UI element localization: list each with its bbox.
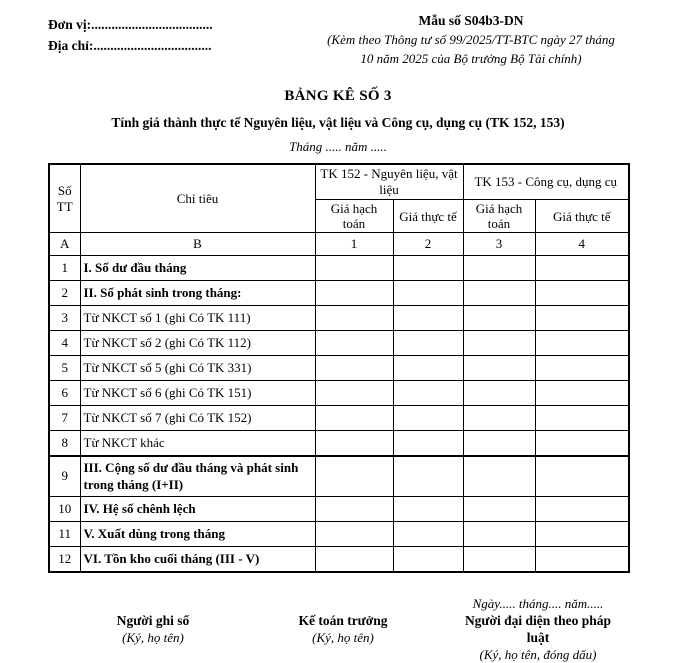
cell-value-col3[interactable] [463,496,535,521]
cell-value-col3[interactable] [463,381,535,406]
cell-value-col4[interactable] [535,431,629,457]
recorder-spacer [58,595,248,612]
cell-value-col4[interactable] [535,356,629,381]
cell-value-col3[interactable] [463,306,535,331]
table-row [49,431,629,457]
cell-value-col3[interactable] [463,431,535,457]
table-body [49,256,629,572]
cell-value-col2[interactable] [393,521,463,546]
cell-value-col4[interactable] [535,496,629,521]
column-header-tk153-ledger-price: Giá hạch toán [463,200,535,233]
row-index: 12 [49,546,80,572]
table-column-number-row [49,233,629,256]
table-row [49,381,629,406]
signature-area [0,595,676,663]
cell-value-col3[interactable] [463,331,535,356]
row-label: Từ NKCT số 5 (ghi Có TK 331) [80,356,315,381]
legal-representative-role-line-1: Người đại diện theo pháp [464,612,612,628]
column-header-stt [49,164,80,233]
page-title: BẢNG KÊ SỐ 3 [284,88,392,104]
unit-dotted-fill: .................................... [91,17,213,32]
chief-accountant-spacer [248,595,438,612]
row-label: I. Số dư đầu tháng [80,256,315,281]
title-area [0,86,676,156]
table-row [49,256,629,281]
row-index: 4 [49,331,80,356]
table-head [49,164,629,256]
cell-value-col1[interactable] [315,281,393,306]
row-index: 1 [49,256,80,281]
row-label: Từ NKCT số 7 (ghi Có TK 152) [80,406,315,431]
form-code: Mẫu số S04b3-DN [418,13,524,28]
cell-value-col1[interactable] [315,496,393,521]
cell-value-col2[interactable] [393,496,463,521]
cell-value-col4[interactable] [535,381,629,406]
stt-line-1: Số [57,182,72,198]
cell-value-col3[interactable] [463,456,535,496]
row-index: 5 [49,356,80,381]
address-label: Địa chỉ: [48,38,94,53]
table-row [49,496,629,521]
row-index: 8 [49,431,80,457]
cell-value-col3[interactable] [463,521,535,546]
row-index: 6 [49,381,80,406]
row-label: IV. Hệ số chênh lệch [80,496,315,521]
row-index: 9 [49,456,80,496]
cell-value-col1[interactable] [315,406,393,431]
cell-value-col3[interactable] [463,256,535,281]
colnum-1: 1 [315,233,393,256]
signature-block-recorder [58,595,248,663]
table-row [49,521,629,546]
cell-value-col4[interactable] [535,331,629,356]
cell-value-col1[interactable] [315,256,393,281]
cell-value-col1[interactable] [315,521,393,546]
document-header [0,0,676,76]
recorder-note: (Ký, họ tên) [122,629,184,645]
cell-value-col2[interactable] [393,456,463,496]
column-header-tk152-actual-price: Giá thực tế [393,200,463,233]
cell-value-col2[interactable] [393,331,463,356]
chief-accountant-role: Kế toán trưởng [298,612,388,628]
column-header-criteria: Chỉ tiêu [80,164,315,233]
address-line [48,35,300,56]
cell-value-col3[interactable] [463,406,535,431]
cell-value-col1[interactable] [315,456,393,496]
row-label: Từ NKCT số 1 (ghi Có TK 111) [80,306,315,331]
signature-block-chief-accountant [248,595,438,663]
cell-value-col3[interactable] [463,356,535,381]
row-label: Từ NKCT số 6 (ghi Có TK 151) [80,381,315,406]
row-label: VI. Tồn kho cuối tháng (III - V) [80,546,315,572]
unit-label: Đơn vị: [48,17,92,32]
cell-value-col1[interactable] [315,546,393,572]
cell-value-col3[interactable] [463,281,535,306]
column-header-tk153-actual-price: Giá thực tế [535,200,629,233]
colnum-criteria: B [80,233,315,256]
cell-value-col4[interactable] [535,546,629,572]
cell-value-col2[interactable] [393,546,463,572]
table-row [49,546,629,572]
column-group-header-tk153: TK 153 - Công cụ, dụng cụ [463,164,629,200]
cell-value-col2[interactable] [393,406,463,431]
colnum-4: 4 [535,233,629,256]
page-subtitle: Tính giá thành thực tế Nguyên liệu, vật liệu và Công cụ, dụng cụ (TK 152, 153) [111,115,565,130]
cell-value-col4[interactable] [535,406,629,431]
cell-value-col1[interactable] [315,431,393,457]
address-dotted-fill: ................................... [93,38,212,53]
form-reference-line-1: (Kèm theo Thông tư số 99/2025/TT-BTC ngày 27 tháng [327,32,615,47]
table-row [49,406,629,431]
row-index: 3 [49,306,80,331]
cell-value-col4[interactable] [535,281,629,306]
table-container [48,163,628,573]
cell-value-col1[interactable] [315,306,393,331]
cell-value-col2[interactable] [393,356,463,381]
row-index: 7 [49,406,80,431]
cell-value-col1[interactable] [315,331,393,356]
recorder-role: Người ghi sổ [116,612,190,628]
table-row [49,306,629,331]
row-label: V. Xuất dùng trong tháng [80,521,315,546]
cell-value-col2[interactable] [393,431,463,457]
row-label: Từ NKCT số 2 (ghi Có TK 112) [80,331,315,356]
cell-value-col2[interactable] [393,306,463,331]
legal-representative-role-line-2: luật [526,629,550,645]
colnum-stt: A [49,233,80,256]
stt-line-2: TT [56,198,73,214]
column-header-tk152-ledger-price: Giá hạch toán [315,200,393,233]
legal-representative-note: (Ký, họ tên, đóng dấu) [479,646,597,662]
row-label: Từ NKCT khác [80,431,315,457]
signature-date-line: Ngày..... tháng.... năm..... [472,595,604,611]
table-row [49,456,629,496]
column-group-header-tk152: TK 152 - Nguyên liệu, vật liệu [315,164,463,200]
cell-value-col3[interactable] [463,546,535,572]
colnum-3: 3 [463,233,535,256]
colnum-2: 2 [393,233,463,256]
unit-info-block [0,12,300,76]
cell-value-col2[interactable] [393,281,463,306]
cell-value-col4[interactable] [535,456,629,496]
row-index: 10 [49,496,80,521]
row-label: II. Số phát sinh trong tháng: [80,281,315,306]
row-index: 2 [49,281,80,306]
table-row [49,331,629,356]
cell-value-col1[interactable] [315,381,393,406]
signature-block-legal-representative [438,595,638,663]
table-row [49,281,629,306]
cell-value-col4[interactable] [535,256,629,281]
cell-value-col2[interactable] [393,381,463,406]
unit-line [48,14,300,35]
chief-accountant-note: (Ký, họ tên) [312,629,374,645]
cell-value-col1[interactable] [315,356,393,381]
cost-calculation-table [48,163,630,573]
cell-value-col4[interactable] [535,521,629,546]
form-reference-line-2: 10 năm 2025 của Bộ trưởng Bộ Tài chính) [360,51,582,66]
table-header-row-1 [49,164,629,200]
row-label: III. Cộng số dư đầu tháng và phát sinh trong tháng (I+II) [80,456,315,496]
table-row [49,356,629,381]
row-index: 11 [49,521,80,546]
cell-value-col2[interactable] [393,256,463,281]
period-line: Tháng ..... năm ..... [289,139,387,154]
cell-value-col4[interactable] [535,306,629,331]
form-code-block [300,12,676,76]
